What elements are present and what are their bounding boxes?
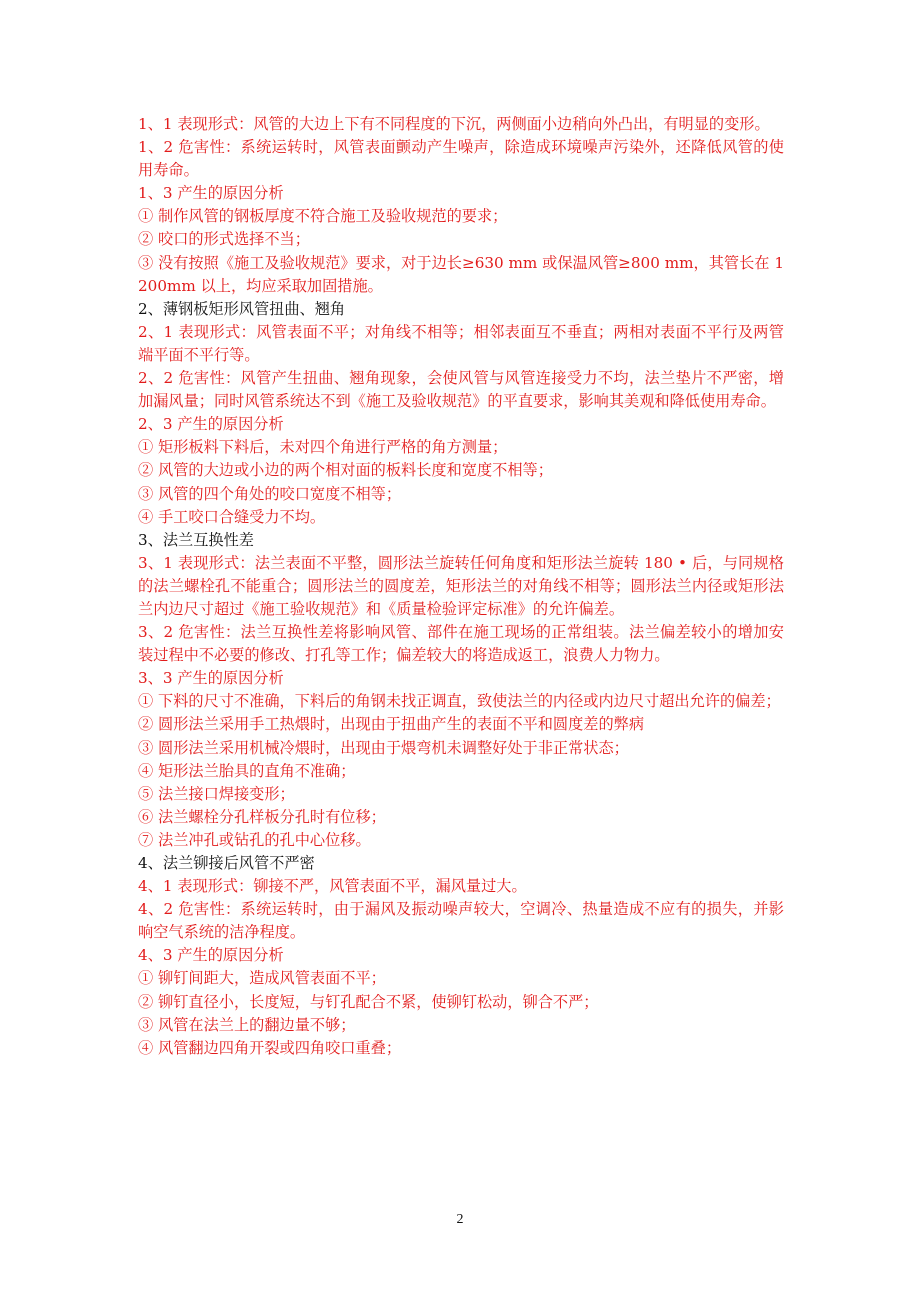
paragraph-line: ② 圆形法兰采用手工热煨时，出现由于扭曲产生的表面不平和圆度差的弊病 bbox=[138, 715, 645, 734]
document-body bbox=[138, 113, 784, 1060]
paragraph-line: 3、3 产生的原因分析 bbox=[138, 669, 284, 688]
paragraph-line: 2、3 产生的原因分析 bbox=[138, 415, 284, 434]
paragraph-line: 3、1 表现形式：法兰表面不平整，圆形法兰旋转任何角度和矩形法兰旋转 180 • 后，与同规格的法兰螺栓孔不能重合；圆形法兰的圆度差，矩形法兰的对角线不相等；圆形法兰内径或矩形法兰内边尺寸超过《施工验收规范》和《质量检验评定标准》的允许偏差。 bbox=[138, 553, 784, 618]
section-heading: 4、法兰铆接后风管不严密 bbox=[138, 854, 315, 872]
paragraph-line: 3、2 危害性：法兰互换性差将影响风管、部件在施工现场的正常组装。法兰偏差较小的增加安装过程中不必要的修改、打孔等工作；偏差较大的将造成返工，浪费人力物力。 bbox=[138, 623, 784, 665]
paragraph-line: 1、3 产生的原因分析 bbox=[138, 184, 284, 203]
paragraph-line: ① 矩形板料下料后，未对四个角进行严格的角方测量； bbox=[138, 438, 508, 457]
paragraph-line: ⑦ 法兰冲孔或钻孔的孔中心位移。 bbox=[138, 830, 371, 849]
paragraph-line: ① 制作风管的钢板厚度不符合施工及验收规范的要求； bbox=[138, 207, 508, 226]
paragraph-line: ③ 没有按照《施工及验收规范》要求，对于边长≥630 mm 或保温风管≥800 mm，其管长在 1 200mm 以上，均应采取加固措施。 bbox=[138, 253, 784, 295]
paragraph-line: ④ 手工咬口合缝受力不均。 bbox=[138, 507, 326, 526]
paragraph-line: ④ 矩形法兰胎具的直角不准确； bbox=[138, 761, 356, 780]
paragraph-line: 4、2 危害性：系统运转时，由于漏风及振动噪声较大，空调冷、热量造成不应有的损失，并影响空气系统的洁净程度。 bbox=[138, 900, 784, 942]
paragraph-line: 4、1 表现形式：铆接不严，风管表面不平，漏风量过大。 bbox=[138, 877, 527, 896]
paragraph-line: ⑤ 法兰接口焊接变形； bbox=[138, 784, 295, 803]
paragraph-line: ① 铆钉间距大，造成风管表面不平； bbox=[138, 969, 386, 988]
paragraph-line: ④ 风管翻边四角开裂或四角咬口重叠； bbox=[138, 1038, 402, 1057]
paragraph-line: ③ 圆形法兰采用机械冷煨时，出现由于煨弯机未调整好处于非正常状态； bbox=[138, 738, 629, 757]
paragraph-line: ② 风管的大边或小边的两个相对面的板料长度和宽度不相等； bbox=[138, 461, 553, 480]
paragraph-line: ⑥ 法兰螺栓分孔样板分孔时有位移； bbox=[138, 807, 386, 826]
section-heading: 3、法兰互换性差 bbox=[138, 530, 254, 549]
paragraph-line: 1、1 表现形式：风管的大边上下有不同程度的下沉，两侧面小边稍向外凸出，有明显的变形。 bbox=[138, 115, 770, 133]
paragraph-line: 1、2 危害性：系统运转时，风管表面颤动产生噪声，除造成环境噪声污染外，还降低风管的使用寿命。 bbox=[138, 138, 784, 180]
paragraph-line: 4、3 产生的原因分析 bbox=[138, 946, 284, 965]
page-number: 2 bbox=[456, 1212, 464, 1227]
paragraph-line: ② 咬口的形式选择不当； bbox=[138, 230, 310, 249]
paragraph-line: ② 铆钉直径小，长度短，与钉孔配合不紧，使铆钉松动，铆合不严； bbox=[138, 992, 599, 1011]
paragraph-line: ③ 风管的四个角处的咬口宽度不相等； bbox=[138, 484, 402, 503]
paragraph-line: ③ 风管在法兰上的翻边量不够； bbox=[138, 1015, 356, 1034]
section-heading: 2、薄钢板矩形风管扭曲、翘角 bbox=[138, 299, 346, 318]
paragraph-line: 2、1 表现形式：风管表面不平；对角线不相等；相邻表面互不垂直；两相对表面不平行及两管端平面不平行等。 bbox=[138, 322, 784, 364]
paragraph-line: ① 下料的尺寸不准确，下料后的角钢未找正调直，致使法兰的内径或内边尺寸超出允许的偏差； bbox=[138, 692, 781, 711]
paragraph-line: 2、2 危害性：风管产生扭曲、翘角现象，会使风管与风管连接受力不均，法兰垫片不严密，增加漏风量；同时风管系统达不到《施工及验收规范》的平直要求，影响其美观和降低使用寿命。 bbox=[138, 369, 784, 411]
